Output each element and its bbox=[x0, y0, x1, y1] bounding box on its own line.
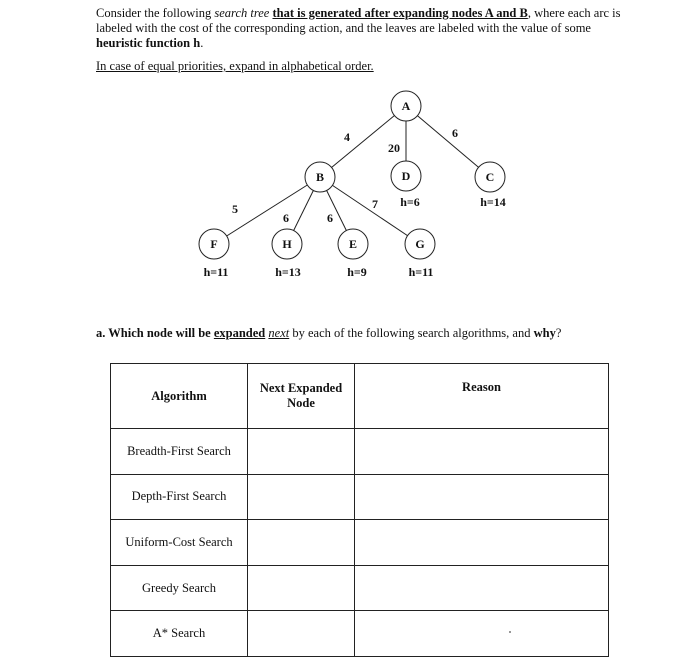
reason-cell[interactable] bbox=[355, 611, 609, 657]
node-g-label: G bbox=[415, 237, 425, 251]
question-end: ? bbox=[555, 326, 562, 340]
next-node-cell[interactable] bbox=[248, 429, 355, 475]
intro-search-tree: search tree bbox=[214, 6, 270, 20]
table-header-row bbox=[111, 364, 609, 429]
node-b-label: B bbox=[315, 170, 325, 184]
stray-mark bbox=[509, 631, 511, 633]
node-h-label: H bbox=[282, 237, 292, 251]
node-e-label: E bbox=[348, 237, 358, 251]
heuristic-d: h=6 bbox=[400, 195, 420, 209]
priority-note: In case of equal priorities, expand in alphabetical order. bbox=[96, 59, 374, 73]
node-f-label: F bbox=[210, 237, 218, 251]
node-d-label: D bbox=[401, 169, 411, 183]
edge-b-f bbox=[214, 177, 320, 244]
table-row bbox=[111, 474, 609, 520]
node-a-label: A bbox=[401, 99, 411, 113]
question-middle: by each of the following search algorithms, and bbox=[289, 326, 534, 340]
next-node-cell[interactable] bbox=[248, 520, 355, 566]
algorithm-cell: Uniform-Cost Search bbox=[111, 520, 248, 566]
question-prefix: a. Which node will be bbox=[96, 326, 214, 340]
heuristic-e: h=9 bbox=[347, 265, 367, 279]
question-next: next bbox=[268, 326, 290, 340]
algorithm-cell: A* Search bbox=[111, 611, 248, 657]
header-next-line2: Node bbox=[287, 396, 315, 410]
edge-a-c bbox=[406, 106, 490, 177]
intro-period: . bbox=[200, 36, 204, 50]
reason-cell[interactable] bbox=[355, 429, 609, 475]
intro-heuristic: heuristic function h bbox=[96, 36, 201, 50]
edge-a-c-cost: 6 bbox=[452, 126, 458, 140]
edge-b-g-cost: 7 bbox=[372, 197, 378, 211]
search-tree-diagram bbox=[0, 0, 700, 300]
heuristic-h: h=13 bbox=[275, 265, 301, 279]
algorithm-cell: Greedy Search bbox=[111, 565, 248, 611]
heuristic-f: h=11 bbox=[203, 265, 229, 279]
answer-table bbox=[110, 363, 609, 657]
question-a bbox=[96, 326, 561, 341]
node-c-label: C bbox=[485, 170, 495, 184]
reason-cell[interactable] bbox=[355, 474, 609, 520]
header-next-node bbox=[248, 364, 355, 429]
edge-a-d-cost: 20 bbox=[388, 141, 400, 155]
edge-b-f-cost: 5 bbox=[232, 202, 238, 216]
header-next-line1: Next Expanded bbox=[259, 381, 343, 395]
next-node-cell[interactable] bbox=[248, 565, 355, 611]
header-reason: Reason bbox=[355, 364, 609, 429]
table-row bbox=[111, 429, 609, 475]
table-row bbox=[111, 520, 609, 566]
table-row bbox=[111, 611, 609, 657]
next-node-cell[interactable] bbox=[248, 611, 355, 657]
heuristic-c: h=14 bbox=[480, 195, 506, 209]
algorithm-cell: Depth-First Search bbox=[111, 474, 248, 520]
edge-a-b-cost: 4 bbox=[344, 130, 350, 144]
table-row bbox=[111, 565, 609, 611]
edge-b-e-cost: 6 bbox=[327, 211, 333, 225]
intro-text-2: , where each arc is labeled with the cost of the corresponding action, and the leaves are labeled with the value of some bbox=[96, 6, 621, 35]
heuristic-g: h=11 bbox=[408, 265, 434, 279]
next-node-cell[interactable] bbox=[248, 474, 355, 520]
header-algorithm: Algorithm bbox=[111, 364, 248, 429]
reason-cell[interactable] bbox=[355, 520, 609, 566]
reason-cell[interactable] bbox=[355, 565, 609, 611]
edge-b-h-cost: 6 bbox=[283, 211, 289, 225]
question-why: why bbox=[533, 326, 556, 340]
algorithm-cell: Breadth-First Search bbox=[111, 429, 248, 475]
intro-text: Consider the following bbox=[96, 6, 215, 20]
intro-expanded-nodes: that is generated after expanding nodes A and B bbox=[272, 6, 528, 20]
question-expanded: expanded bbox=[213, 326, 266, 340]
